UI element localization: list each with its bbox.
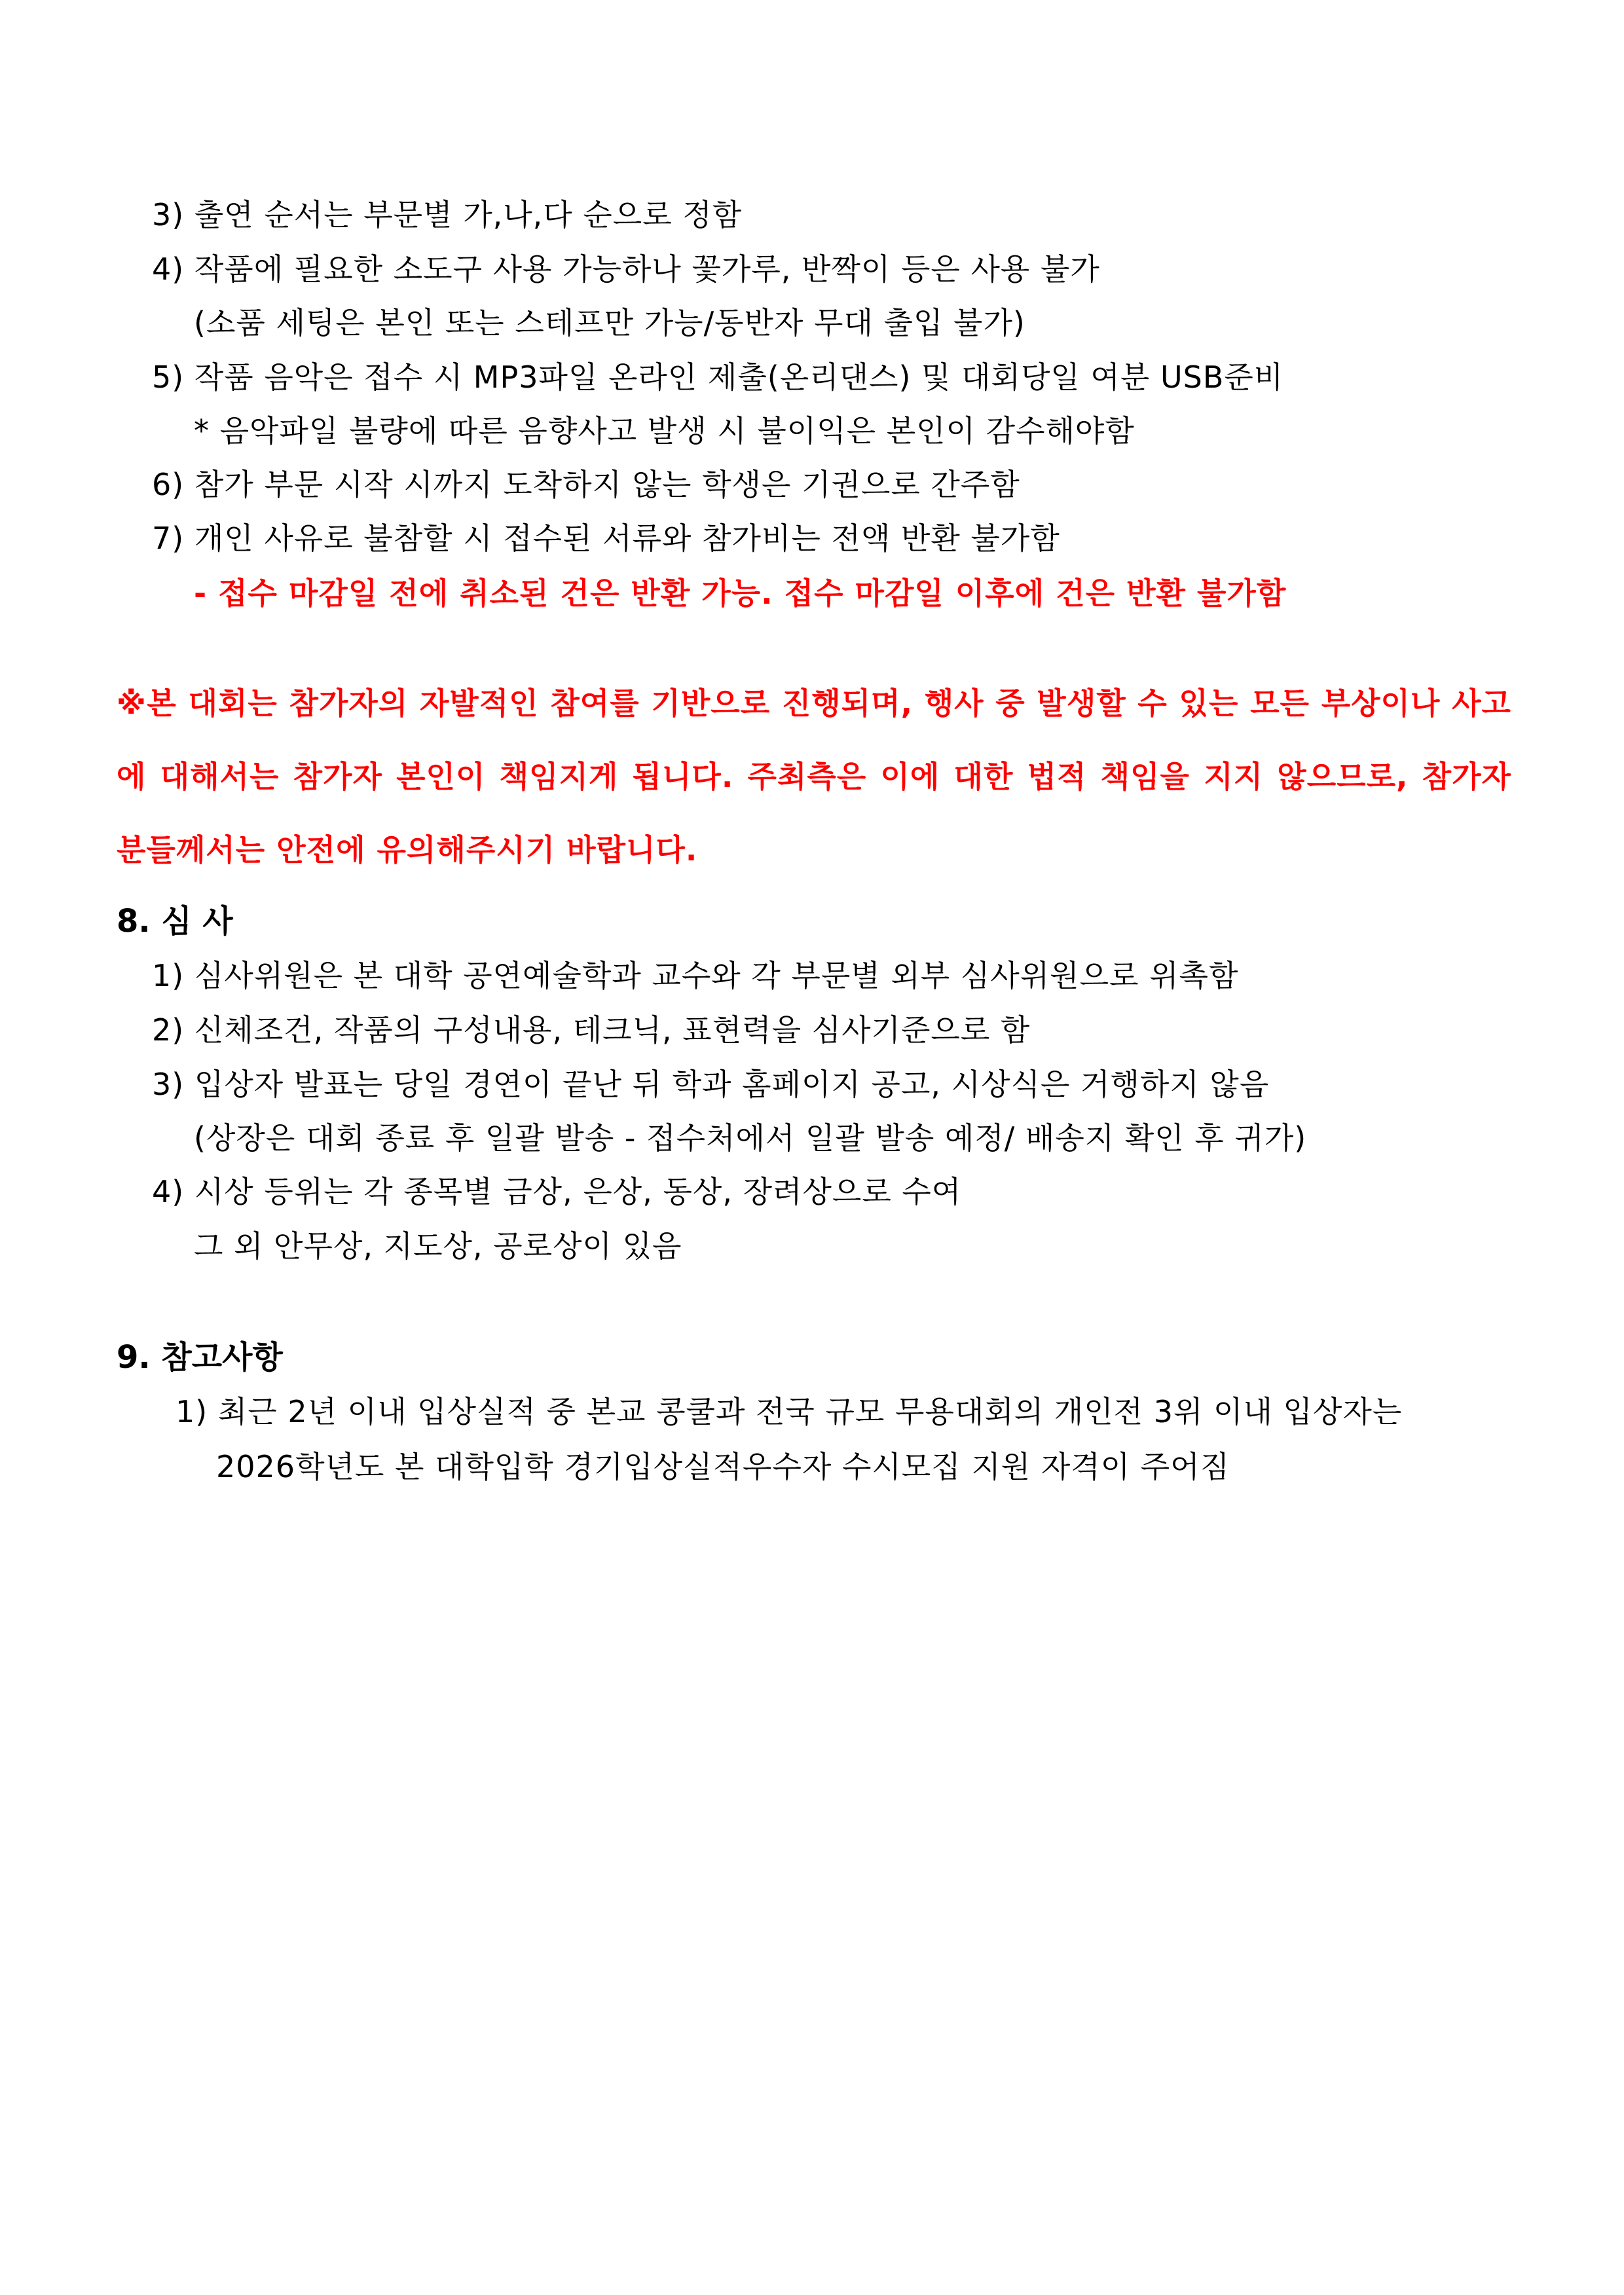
rule-item-7: 7) 개인 사유로 불참할 시 접수된 서류와 참가비는 전액 반환 불가함: [152, 521, 1060, 556]
safety-notice: ※본 대회는 참가자의 자발적인 참여를 기반으로 진행되며, 행사 중 발생할 수 있는 모든 부상이나 사고에 대해서는 참가자 본인이 책임지게 됩니다. 주최측은 이에 대한 법적 책임을 지지 않으므로, 참가자 분들께서는 안전에 유의해주시기 바랍니다.: [117, 686, 1511, 868]
rule-item-5: 5) 작품 음악은 접수 시 MP3파일 온라인 제출(온리댄스) 및 대회당일 여분 USB준비: [152, 359, 1284, 395]
judging-item-2: 2) 신체조건, 작품의 구성내용, 테크닉, 표현력을 심사기준으로 함: [152, 1012, 1031, 1048]
rule-item-4-note: (소품 세팅은 본인 또는 스테프만 가능/동반자 무대 출입 불가): [194, 305, 1025, 340]
refund-warning: - 접수 마감일 전에 취소된 건은 반환 가능. 접수 마감일 이후에 건은 반환 불가함: [194, 576, 1287, 611]
rule-item-3: 3) 출연 순서는 부문별 가,나,다 순으로 정함: [152, 197, 743, 232]
rule-item-5-note: * 음악파일 불량에 따른 음향사고 발생 시 불이익은 본인이 감수해야함: [194, 413, 1135, 449]
judging-item-3: 3) 입상자 발표는 당일 경연이 끝난 뒤 학과 홈페이지 공고, 시상식은 거행하지 않음: [152, 1067, 1270, 1102]
rule-item-4: 4) 작품에 필요한 소도구 사용 가능하나 꽃가루, 반짝이 등은 사용 불가: [152, 251, 1100, 287]
judging-item-4: 4) 시상 등위는 각 종목별 금상, 은상, 동상, 장려상으로 수여: [152, 1174, 962, 1209]
judging-item-1: 1) 심사위원은 본 대학 공연예술학과 교수와 각 부문별 외부 심사위원으로 위촉함: [152, 958, 1239, 993]
rule-item-6: 6) 참가 부문 시작 시까지 도착하지 않는 학생은 기권으로 간주함: [152, 467, 1020, 502]
section-8-heading: 8. 심 사: [117, 903, 233, 940]
section-9-heading: 9. 참고사항: [117, 1339, 283, 1376]
reference-item-1-continued: 2026학년도 본 대학입학 경기입상실적우수자 수시모집 지원 자격이 주어짐: [216, 1449, 1230, 1484]
judging-item-4-note: 그 외 안무상, 지도상, 공로상이 있음: [194, 1228, 682, 1264]
judging-item-3-note: (상장은 대회 종료 후 일괄 발송 - 접수처에서 일괄 발송 예정/ 배송지 확인 후 귀가): [194, 1120, 1307, 1156]
reference-item-1: 1) 최근 2년 이내 입상실적 중 본교 콩쿨과 전국 규모 무용대회의 개인전 3위 이내 입상자는: [175, 1394, 1403, 1429]
